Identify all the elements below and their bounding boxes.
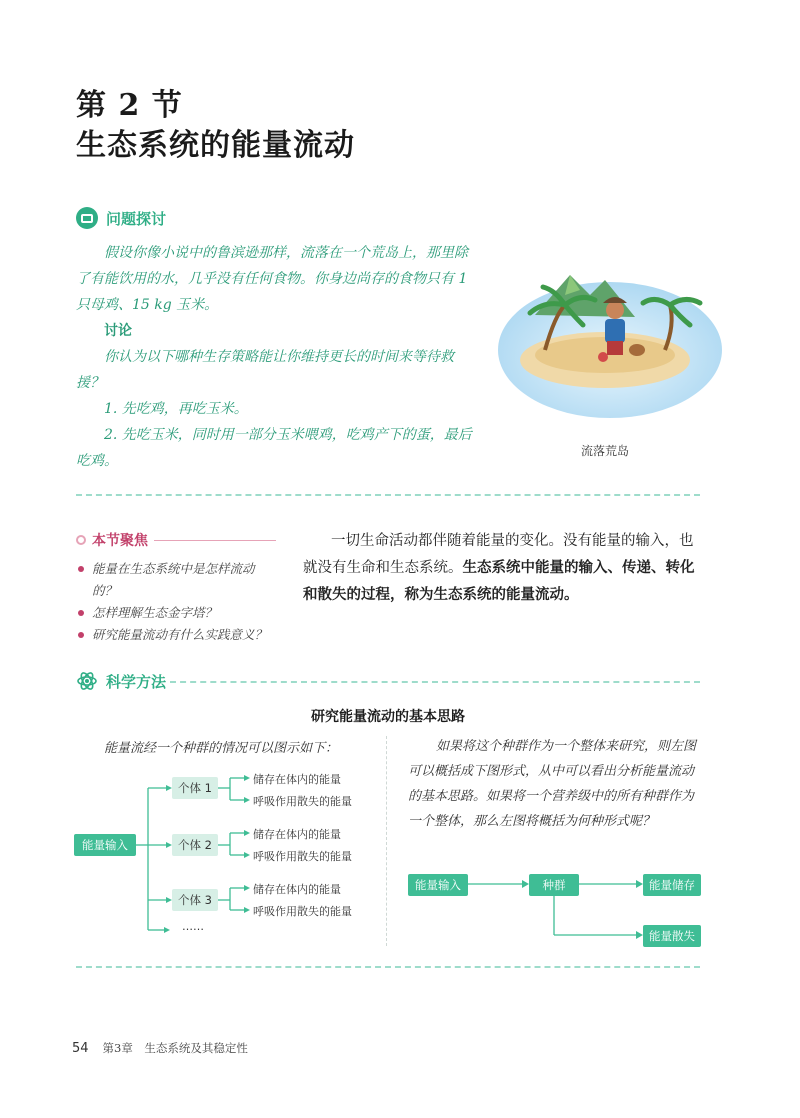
option-1: 1. 先吃鸡，再吃玉米。 xyxy=(104,401,248,417)
circle-icon xyxy=(76,535,86,545)
individual-3-node: 个体 3 xyxy=(172,889,218,911)
flow-storage-node: 能量储存 xyxy=(643,874,701,896)
stored-energy-label: 储存在体内的能量 xyxy=(253,828,341,841)
stored-energy-label: 储存在体内的能量 xyxy=(253,883,341,896)
page-footer xyxy=(72,1040,248,1056)
flow-loss-node: 能量散失 xyxy=(643,925,701,947)
respired-energy-label: 呼吸作用散失的能量 xyxy=(253,795,352,808)
intro-normal: 一切生命活动都伴随着能量的变化。没有能量的输入，也就没有生命和生态系统。 xyxy=(303,533,694,576)
stored-energy-label: 储存在体内的能量 xyxy=(253,773,341,786)
flow-population-node: 种群 xyxy=(529,874,579,896)
discussion-label: 讨论 xyxy=(104,323,132,339)
option-2: 2. 先吃玉米，同时用一部分玉米喂鸡，吃鸡产下的蛋，最后吃鸡。 xyxy=(76,427,472,469)
discussion-question: 你认为以下哪种生存策略能让你维持更长的时间来等待救援？ xyxy=(76,349,454,391)
speech-bubble-icon xyxy=(76,207,98,229)
inquiry-text xyxy=(76,240,472,474)
chapter-title: 第3章 生态系统及其稳定性 xyxy=(102,1041,248,1055)
individual-1-node: 个体 1 xyxy=(172,777,218,799)
image-caption: 流落荒岛 xyxy=(581,444,630,458)
island-illustration xyxy=(495,255,725,425)
focus-heading: 本节聚焦 xyxy=(76,530,276,550)
respired-energy-label: 呼吸作用散失的能量 xyxy=(253,850,352,863)
individual-2-node: 个体 2 xyxy=(172,834,218,856)
inquiry-heading: 问题探讨 xyxy=(76,207,166,229)
divider-bottom xyxy=(76,966,700,968)
column-separator xyxy=(386,736,387,946)
method-heading-line xyxy=(170,681,700,683)
flow-input-node: 能量输入 xyxy=(408,874,468,896)
page-number: 54 xyxy=(72,1041,89,1056)
intro-paragraph xyxy=(303,528,703,609)
focus-item: 怎样理解生态金字塔？ xyxy=(76,602,276,624)
intro-bold: 生态系统中能量的输入、传递、转化和散失的过程，称为生态系统的能量流动。 xyxy=(303,560,695,603)
section-title: 生态系统的能量流动 xyxy=(76,128,355,163)
focus-item: 研究能量流动有什么实践意义？ xyxy=(76,624,276,646)
energy-input-node: 能量输入 xyxy=(74,834,136,856)
divider-top xyxy=(76,494,700,496)
left-caption: 能量流经一个种群的情况可以图示如下： xyxy=(104,741,339,756)
right-text: 如果将这个种群作为一个整体来研究，则左图可以概括成下图形式，从中可以看出分析能量流动的基本思路。如果将一个营养级中的所有种群作为一个整体，那么左图将概括为何种形式呢？ xyxy=(408,739,697,829)
focus-item: 能量在生态系统中是怎样流动的？ xyxy=(76,558,276,602)
method-title: 研究能量流动的基本思路 xyxy=(311,709,465,725)
focus-list xyxy=(76,558,276,646)
respired-energy-label: 呼吸作用散失的能量 xyxy=(253,905,352,918)
focus-box xyxy=(76,530,276,646)
atom-icon xyxy=(76,670,98,692)
method-heading: 科学方法 xyxy=(76,670,166,692)
inquiry-paragraph: 假设你像小说中的鲁滨逊那样，流落在一个荒岛上，那里除了有能饮用的水，几乎没有任何食物。你身边尚存的食物只有 1 只母鸡、15 kg 玉米。 xyxy=(76,245,468,313)
section-number: 第 2 节 xyxy=(76,88,183,123)
ellipsis: …… xyxy=(182,920,204,933)
